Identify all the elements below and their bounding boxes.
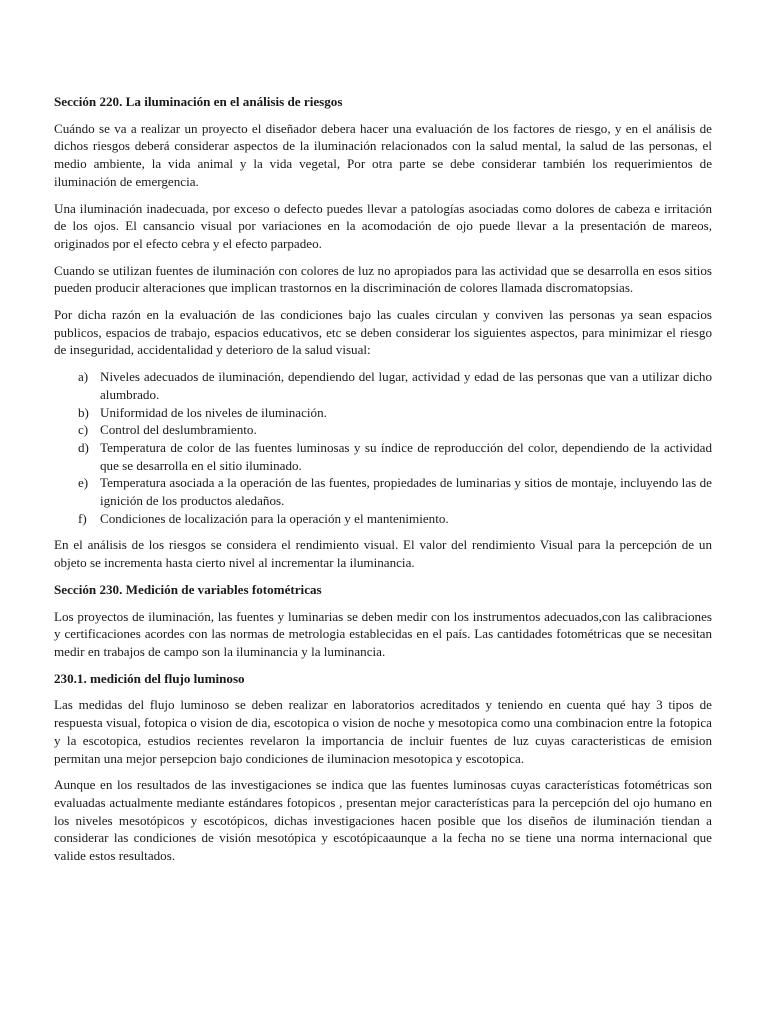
list-item-text: Niveles adecuados de iluminación, dependiendo del lugar, actividad y edad de las personas que van a utilizar dicho alumbrado. [100, 369, 712, 402]
section-220-paragraph-4: Por dicha razón en la evaluación de las condiciones bajo las cuales circulan y conviven las personas ya sean espacios publicos, espacios de trabajo, espacios educativos, etc se deben considerar los siguientes aspectos, para minimizar el riesgo de inseguridad, accidentalidad y deterioro de la salud visual: [54, 307, 712, 358]
list-item [54, 368, 712, 403]
list-item-marker: b) [78, 404, 89, 420]
list-item-text: Condiciones de localización para la operación y el mantenimiento. [100, 510, 449, 526]
section-230-1-paragraph-1: Las medidas del flujo luminoso se deben realizar en laboratorios acreditados y teniendo en cuenta qué hay 3 tipos de respuesta visual, fotopica o vision de dia, escotopica o vision de noche y mesotopica como una combinacion entre la fotopica y la escotopica, estudios recientes revelaron la importancia de incluir fuentes de luz cuyas caracteristicas de emision permitan una mejor persepcion bajo condiciones de iluminacion mesotopica y escotopica. [54, 697, 712, 766]
section-230-1-title: 230.1. medición del flujo luminoso [54, 670, 245, 686]
list-item-text: Uniformidad de los niveles de iluminación. [100, 404, 327, 420]
section-230-1-paragraph-2: Aunque en los resultados de las investigaciones se indica que las fuentes luminosas cuyas características fotométricas son evaluadas actualmente mediante estándares fotopicos , presentan mejor características para la percepción del ojo humano en los niveles mesotópicos y escotópicos, dichas investigaciones hacen posible que los diseños de iluminación tiendan a considerar las condiciones de visión mesotópica y escotópicaaunque a la fecha no se tiene una norma internacional que valide estos resultados. [54, 777, 712, 864]
section-220-paragraph-2: Una iluminación inadecuada, por exceso o defecto puedes llevar a patologías asociadas como dolores de cabeza e irritación de los ojos. El cansancio visual por variaciones en la acomodación de ojo puede llevar a la presentación de mareos, originados por el efecto cebra y el efecto parpadeo. [54, 200, 712, 251]
list-item [54, 474, 712, 509]
list-item-marker: e) [78, 475, 89, 491]
list-item-marker: d) [78, 439, 89, 455]
list-item [54, 439, 712, 474]
section-230-paragraph-1: Los proyectos de iluminación, las fuentes y luminarias se deben medir con los instrumentos adecuados,con las calibraciones y certificaciones acordes con las normas de metrologia establecidas en el país. Las cantidades fotométricas que se necesitan medir en trabajos de campo son la iluminancia y la luminancia. [54, 608, 712, 659]
list-item-text: Temperatura asociada a la operación de las fuentes, propiedades de luminarias y sitios de montaje, incluyendo las de ignición de los productos aledaños. [100, 475, 712, 509]
list-item-marker: c) [78, 422, 89, 438]
list-item-marker: a) [78, 369, 89, 385]
section-220-paragraph-1: Cuándo se va a realizar un proyecto el diseñador debera hacer una evaluación de los factores de riesgo, y en el análisis de dichos riesgos deberá considerar aspectos de la iluminación relacionados con la salud mental, la salud de las personas, el medio ambiente, la vida animal y la vida vegetal, Por otra parte se debe considerar también los requerimientos de iluminación de emergencia. [54, 120, 712, 189]
list-item [54, 510, 712, 528]
list-item-marker: f) [78, 510, 87, 526]
section-220-paragraph-3: Cuando se utilizan fuentes de iluminación con colores de luz no apropiados para las actividad que se desarrolla en esos sitios pueden producir alteraciones que implican trastornos en la discriminación de colores llamada discromatopsias. [54, 262, 712, 296]
section-220-title: Sección 220. La iluminación en el análisis de riesgos [54, 94, 343, 109]
list-item [54, 404, 712, 422]
list-item [54, 421, 712, 439]
list-item-text: Control del deslumbramiento. [100, 422, 257, 438]
document-page [54, 93, 712, 874]
list-item-text: Temperatura de color de las fuentes luminosas y su índice de reproducción del color, dependiendo de la actividad que se desarrolla en el sitio iluminado. [100, 439, 712, 473]
section-220-paragraph-5: En el análisis de los riesgos se considera el rendimiento visual. El valor del rendimiento Visual para la percepción de un objeto se incrementa hasta cierto nivel al incrementar la iluminancia. [54, 537, 712, 571]
risk-aspects-list [54, 368, 712, 527]
section-230-title: Sección 230. Medición de variables fotométricas [54, 581, 322, 597]
